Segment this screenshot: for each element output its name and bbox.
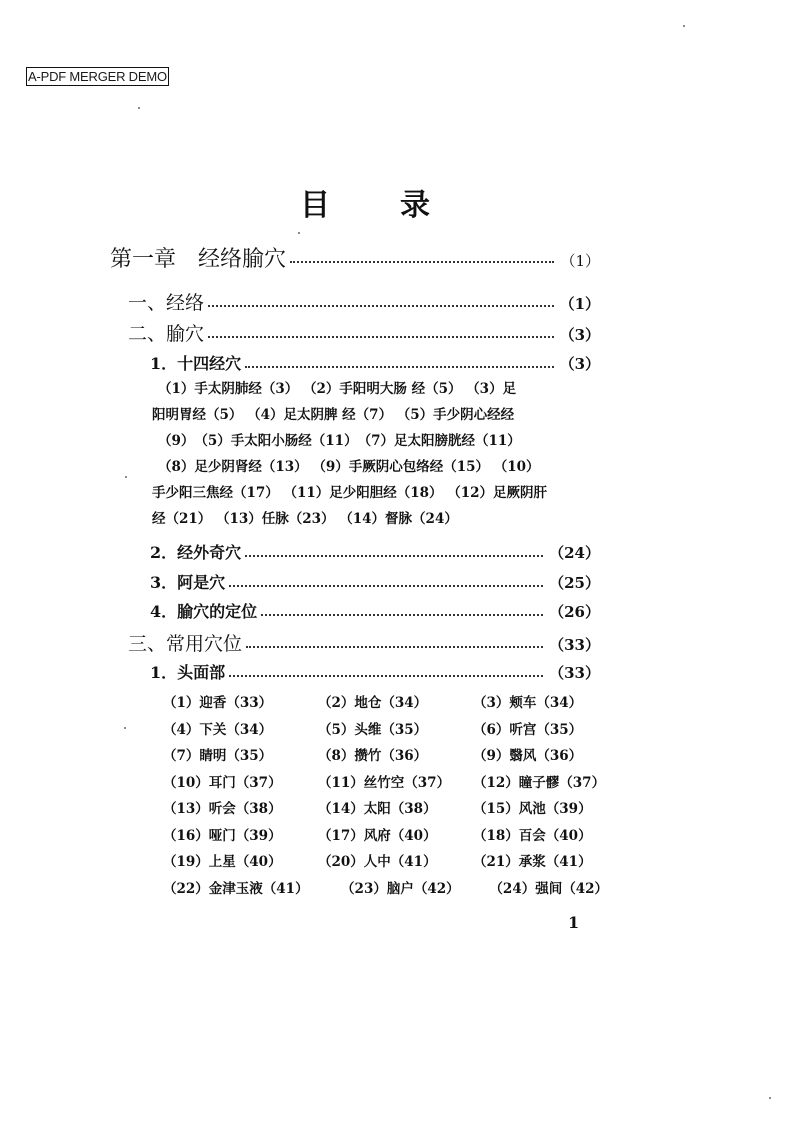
acupoint-entry: （19）上星（40）: [163, 854, 282, 871]
toc-page: （1）: [559, 295, 600, 313]
leader-dots: [246, 646, 543, 648]
acupoint-row: [163, 741, 608, 768]
toc-section-common-points: [128, 629, 600, 656]
acupoint-entry: （15）风池（39）: [473, 801, 592, 818]
acupoint-row: [163, 821, 608, 848]
acupoint-entry: （3）颊车（34）: [473, 695, 583, 712]
acupoint-entry: （17）风府（40）: [318, 827, 437, 844]
toc-page: （33）: [549, 636, 600, 654]
acupoint-row: [163, 874, 608, 901]
toc-page: （24）: [549, 544, 600, 562]
scan-speck: [683, 25, 685, 27]
acupoint-entry: （4）下关（34）: [163, 721, 273, 738]
toc-label: 1．头面部: [150, 663, 226, 682]
acupoint-row: [163, 688, 608, 715]
toc-label: 3．阿是穴: [150, 573, 226, 592]
acupoint-entry: （1）迎香（33）: [163, 695, 273, 712]
toc-label: 一、经络: [128, 292, 205, 314]
title-char-2: 录: [400, 188, 430, 223]
acupoint-grid: [163, 688, 608, 900]
leader-dots: [290, 261, 554, 263]
acupoint-entry: （5）头维（35）: [318, 721, 428, 738]
scan-speck: [124, 727, 126, 729]
leader-dots: [229, 675, 543, 677]
acupoint-entry: （6）听宫（35）: [473, 721, 583, 738]
leader-dots: [208, 305, 554, 307]
meridian-line: 手少阳三焦经（17） （11）足少阳胆经（18） （12）足厥阴肝: [152, 485, 548, 501]
toc-page: （3）: [559, 326, 600, 344]
acupoint-entry: （13）听会（38）: [163, 801, 282, 818]
acupoint-row: [163, 715, 608, 742]
page-number: 1: [568, 913, 580, 932]
scan-speck: [298, 232, 300, 234]
meridian-line: 阳明胃经（5） （4）足太阴脾 经（7） （5）手少阴心经经: [152, 407, 515, 423]
leader-dots: [261, 614, 543, 616]
toc-label: 二、腧穴: [128, 323, 205, 345]
leader-dots: [245, 555, 543, 557]
acupoint-entry: （16）哑门（39）: [163, 827, 282, 844]
acupoint-entry: （11）丝竹空（37）: [318, 774, 451, 791]
acupoint-entry: （22）金津玉液（41）: [163, 880, 309, 897]
toc-sub-head-face: [150, 660, 600, 683]
toc-page: （33）: [549, 664, 600, 682]
page-title: [300, 180, 430, 224]
acupoint-entry: （9）翳风（36）: [473, 748, 583, 765]
meridian-line: （9） （5）手太阳小肠经（11） （7）足太阳膀胱经（11）: [158, 433, 521, 449]
toc-sub-extra-points: [150, 540, 600, 563]
toc-page: （3）: [559, 355, 600, 373]
acupoint-entry: （18）百会（40）: [473, 827, 592, 844]
toc-label: 2．经外奇穴: [150, 543, 242, 562]
toc-section-acupoints: [128, 319, 600, 346]
toc-sub-fourteen-meridian-points: [150, 351, 600, 374]
acupoint-entry: （14）太阳（38）: [318, 801, 437, 818]
meridian-line: （1）手太阴肺经（3） （2）手阳明大肠 经（5） （3）足: [158, 381, 517, 397]
toc-sub-ashi-points: [150, 570, 600, 593]
acupoint-entry: （21）承浆（41）: [473, 854, 592, 871]
toc-label: 三、常用穴位: [128, 633, 243, 655]
acupoint-entry: （24）强间（42）: [489, 880, 608, 897]
toc-page: （25）: [549, 574, 600, 592]
scan-speck: [769, 1097, 771, 1099]
toc-chapter-1: [110, 242, 600, 273]
meridian-line: （8）足少阴肾经（13） （9）手厥阴心包络经（15） （10）: [158, 459, 540, 475]
meridian-list-paragraph: [152, 376, 610, 532]
toc-section-meridians: [128, 288, 600, 315]
acupoint-entry: （20）人中（41）: [318, 854, 437, 871]
acupoint-entry: （12）瞳子髎（37）: [473, 774, 606, 791]
toc-label: 1．十四经穴: [150, 354, 242, 373]
toc-page: （1）: [560, 252, 600, 270]
acupoint-entry: （10）耳门（37）: [163, 774, 282, 791]
leader-dots: [229, 585, 543, 587]
meridian-line: 经（21） （13）任脉（23） （14）督脉（24）: [152, 511, 458, 527]
acupoint-row: [163, 847, 608, 874]
scan-speck: [125, 476, 127, 478]
acupoint-row: [163, 768, 608, 795]
title-char-1: 目: [300, 188, 330, 223]
acupoint-entry: （7）睛明（35）: [163, 748, 273, 765]
acupoint-row: [163, 794, 608, 821]
pdf-merger-watermark: A-PDF MERGER DEMO: [28, 69, 167, 84]
toc-sub-point-location: [150, 599, 600, 622]
toc-label: 4．腧穴的定位: [150, 602, 258, 621]
leader-dots: [208, 336, 554, 338]
acupoint-entry: （8）攒竹（36）: [318, 748, 428, 765]
toc-page: （26）: [549, 603, 600, 621]
acupoint-entry: （2）地仓（34）: [318, 695, 428, 712]
toc-label: 第一章 经络腧穴: [110, 247, 287, 272]
scan-speck: [138, 107, 140, 109]
acupoint-entry: （23）脑户（42）: [341, 880, 460, 897]
leader-dots: [245, 366, 553, 368]
